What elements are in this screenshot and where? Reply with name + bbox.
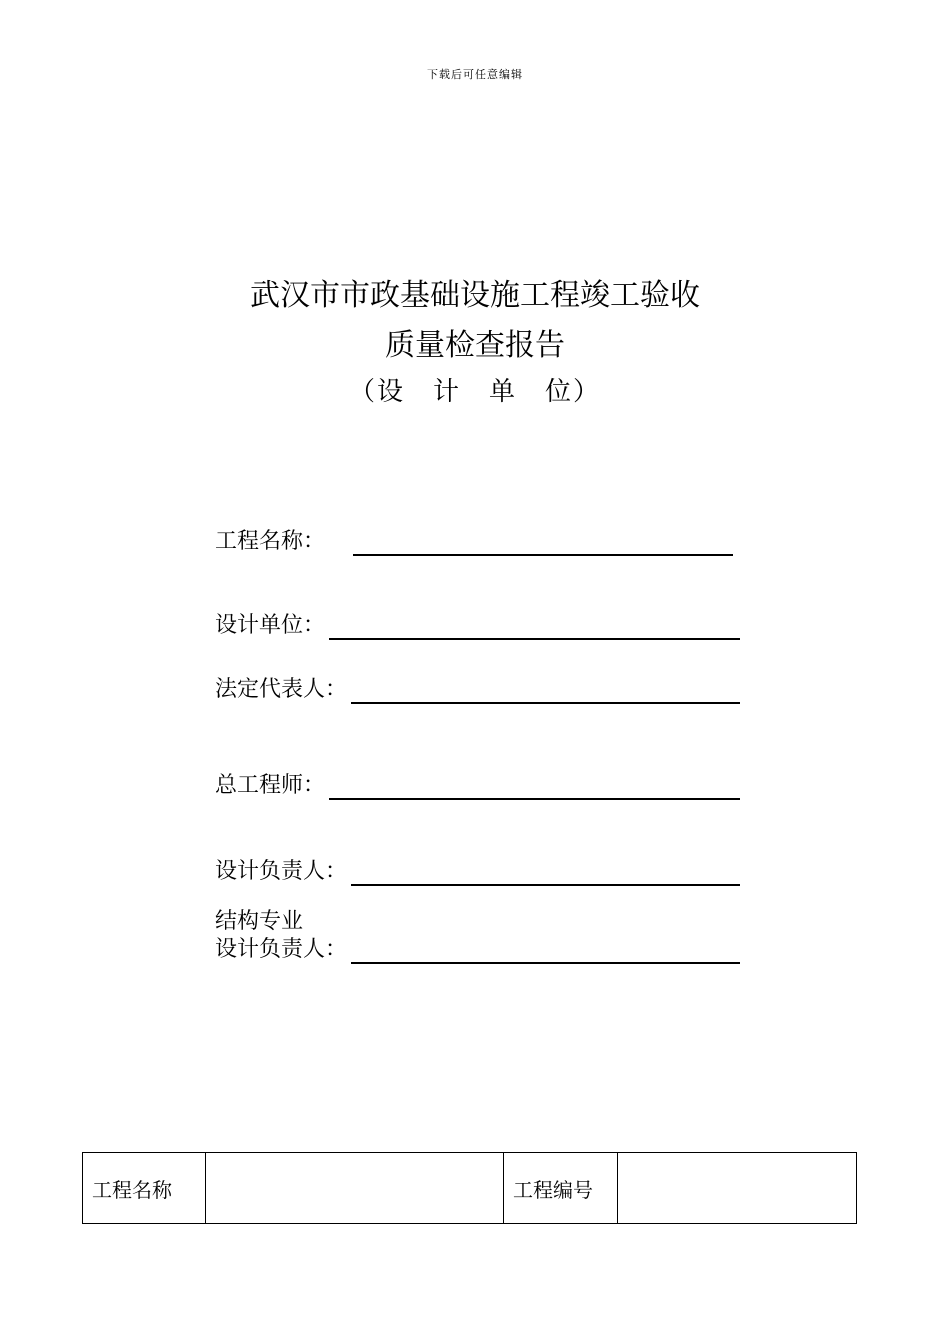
project-name-line[interactable] [353, 554, 733, 556]
structural-design-lead-label [215, 908, 347, 964]
structural-design-lead-line[interactable] [351, 962, 740, 964]
report-title-line1: 武汉市市政基础设施工程竣工验收 [250, 278, 700, 313]
project-name-label: 工程名称： [215, 529, 326, 554]
project-info-table [82, 1152, 857, 1224]
structural-label-line1: 结构专业 [215, 909, 304, 934]
chief-engineer-label: 总工程师： [215, 773, 326, 798]
legal-rep-field[interactable] [215, 676, 740, 704]
project-number-header-cell: 工程编号 [504, 1153, 618, 1224]
legal-rep-label: 法定代表人： [215, 677, 348, 702]
structural-design-lead-field[interactable] [215, 908, 740, 964]
legal-rep-line[interactable] [351, 702, 740, 704]
chief-engineer-line[interactable] [329, 798, 740, 800]
report-subtitle: （设 计 单 位） [348, 377, 601, 407]
design-unit-label: 设计单位： [215, 613, 326, 638]
design-unit-line[interactable] [329, 638, 740, 640]
project-name-field[interactable] [215, 528, 733, 556]
design-lead-label: 设计负责人： [215, 859, 348, 884]
project-name-header-cell: 工程名称 [83, 1153, 206, 1224]
design-unit-field[interactable] [215, 612, 740, 640]
project-name-value-cell[interactable] [206, 1153, 504, 1224]
page-header-note: 下载后可任意编辑 [427, 68, 523, 81]
table-row [83, 1153, 857, 1224]
project-number-value-cell[interactable] [618, 1153, 857, 1224]
structural-label-line2: 设计负责人： [215, 937, 348, 962]
design-lead-line[interactable] [351, 884, 740, 886]
design-lead-field[interactable] [215, 858, 740, 886]
report-title-line2: 质量检查报告 [385, 328, 565, 363]
chief-engineer-field[interactable] [215, 772, 740, 800]
